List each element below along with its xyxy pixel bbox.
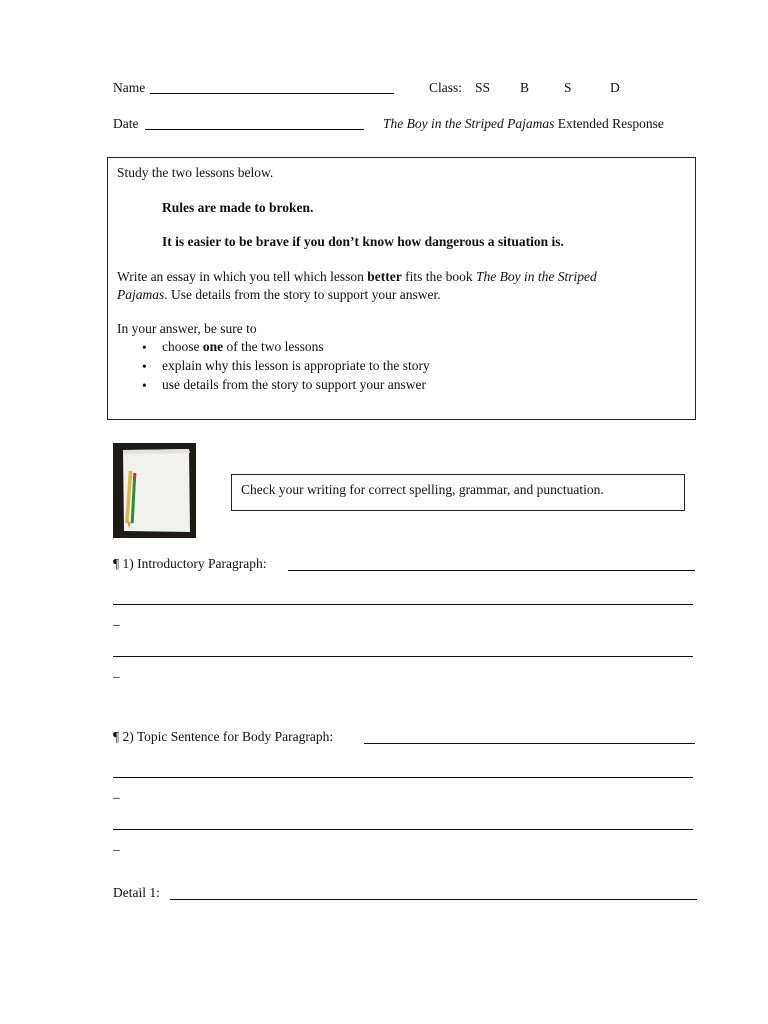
paper-pencil-photo (113, 443, 196, 538)
req1-text-b: of the two lessons (223, 339, 324, 354)
document-title (383, 116, 664, 132)
line-dash: _ (113, 612, 120, 627)
reminder-text: Check your writing for correct spelling, grammar, and punctuation. (241, 482, 604, 497)
reminder-box (231, 474, 685, 511)
intro-paragraph-label: ¶ 1) Introductory Paragraph: (113, 556, 267, 571)
lesson-one: Rules are made to broken. (162, 200, 314, 215)
name-field[interactable] (150, 93, 394, 94)
req3-text: use details from the story to support your answer (162, 377, 426, 392)
line-dash: _ (113, 837, 120, 852)
bullet-icon: • (142, 359, 147, 374)
intro-answer-line[interactable] (113, 604, 693, 605)
task-text-bold: better (367, 269, 402, 284)
intro-answer-line[interactable] (113, 656, 693, 657)
detail-one-label: Detail 1: (113, 885, 160, 900)
topic-sentence-label: ¶ 2) Topic Sentence for Body Paragraph: (113, 729, 334, 744)
requirement-item (117, 358, 430, 377)
prompt-box (107, 157, 696, 420)
class-option-d[interactable]: D (610, 80, 620, 95)
sure-label: In your answer, be sure to (117, 321, 257, 336)
topic-sentence-line[interactable] (364, 743, 695, 744)
req1-text-a: choose (162, 339, 203, 354)
title-book: The Boy in the Striped Pajamas (383, 116, 555, 131)
task-text-a: Write an essay in which you tell which lesson (117, 269, 368, 284)
requirement-item (117, 377, 430, 396)
task-line-1 (117, 269, 597, 285)
class-label: Class: (429, 80, 463, 95)
detail-one-line[interactable] (170, 899, 697, 900)
task-book-title-a: The Boy in the Striped (476, 269, 597, 284)
bullet-icon: • (142, 378, 147, 393)
line-dash: _ (113, 664, 120, 679)
lesson-two: It is easier to be brave if you don’t know how dangerous a situation is. (162, 234, 564, 249)
intro-paragraph-line[interactable] (288, 570, 695, 571)
task-text-b: fits the book (401, 269, 477, 284)
bullet-icon: • (142, 340, 147, 355)
requirements-list (117, 339, 430, 396)
prompt-intro: Study the two lessons below. (117, 165, 274, 180)
task-text-c: . Use details from the story to support your answer. (164, 287, 441, 302)
title-rest: Extended Response (557, 116, 664, 131)
req1-text-bold: one (202, 339, 224, 354)
req2-text: explain why this lesson is appropriate to the story (162, 358, 430, 373)
task-line-2 (117, 287, 441, 303)
class-option-s[interactable]: S (564, 80, 572, 95)
name-label: Name (113, 80, 146, 95)
body-answer-line[interactable] (113, 777, 693, 778)
class-option-ss[interactable]: SS (475, 80, 491, 95)
date-label: Date (113, 116, 139, 131)
date-field[interactable] (145, 129, 364, 130)
body-answer-line[interactable] (113, 829, 693, 830)
line-dash: _ (113, 785, 120, 800)
task-book-title-b: Pajamas (117, 287, 165, 302)
class-option-b[interactable]: B (520, 80, 530, 95)
requirement-item (117, 339, 430, 358)
paper-pencil-icon (113, 443, 196, 538)
